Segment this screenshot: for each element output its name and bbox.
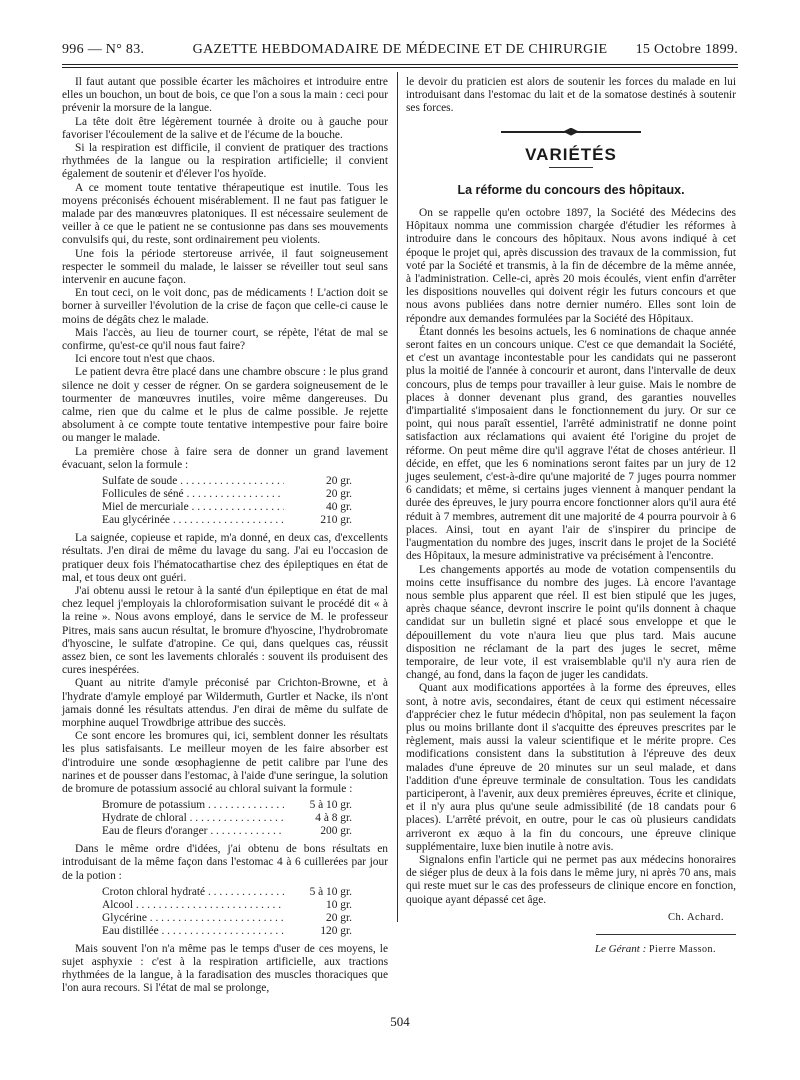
page-header	[62, 42, 738, 62]
paragraph: J'ai obtenu aussi le retour à la santé d'un épileptique en état de mal chez lequel j'employais la chloroformisation suivant le procédé dit « à la reine ». Nous avons employé, dans le service de M. le professeur Pitres, mais sans aucun résultat, le bromure d'hyoscine, l'hydrobromate d'hyoscine, le sulfate d'atropine. Ce qui, dans quelques cas, réussit assez bien, ce sont les lavements chloralés : souvent ils produisent des cures inespérées.	[62, 584, 388, 677]
paragraph: La saignée, copieuse et rapide, m'a donné, en deux cas, d'excellents résultats. J'en dirai de même du lavage du sang. J'ai eu l'occasion de pratiquer deux fois l'hématocathartise chez des épileptiques en état de mal, et tous deux ont guéri.	[62, 532, 388, 584]
paragraph: Signalons enfin l'article qui ne permet pas aux médecins honoraires de siéger plus de deux à la fois dans le même jury, ni après 70 ans, mais qui reste muet sur le cas des professeurs de clinique encore en fonction, quoique ayant dépassé cet âge.	[406, 853, 736, 906]
formula-lavement	[102, 475, 352, 527]
signature-rule	[596, 934, 736, 935]
paragraph: Ce sont encore les bromures qui, ici, semblent donner les résultats les plus satisfaisants. Le meilleur moyen de les faire absorber est d'introduire une sonde œsophagienne de petit calibre par l'une des narines et de pousser dans l'estomac, à l'aide d'une seringue, la solution de bromure de potassium associé au chloral suivant la formule :	[62, 730, 388, 795]
paragraph: Quant aux modifications apportées à la forme des épreuves, elles sont, à notre avis, secondaires, étant de ceux qui estiment nécessaire d'apprécier chez le futur médecin d'hôpital, non pas seulement la façon plus ou moins brillante dont il s'acquitte des épreuves prescrites par le règlement, mais aussi la valeur scientifique et le mérite propre. Ces modifications consistent dans la substitution à l'épreuve des deux malades d'une épreuve de 20 minutes sur un seul malade, et dans l'addition d'une épreuve terminale de consultation. Tous les candidats participeront, à l'avenir, aux deux premières épreuves, écrite et clinique, et il n'y aura plus qu'une seule admissibilité (de 18 candats pour 6 places). L'arrêté prévoit, en outre, pour le cas où plusieurs candidats arriveront ex æquo à la fin du concours, une épreuve clinique supplémentaire, luxe bien inutile à notre avis.	[406, 682, 736, 853]
author-signature: Ch. Achard.	[668, 911, 724, 923]
formula-row: Miel de mercuriale . . . 40 gr.	[102, 501, 352, 514]
section-rule	[549, 167, 593, 168]
paragraph: le devoir du praticien est alors de soutenir les forces du malade en lui introduisant dans l'estomac du lait et de la somatose destinés à soutenir ses forces.	[406, 76, 736, 115]
paragraph: Le patient devra être placé dans une chambre obscure : le plus grand silence ne doit y cesser de régner. On se gardera soigneusement de le tourmenter de manœuvres inutiles, voire même dangereuses. Du calme, rien que du calme et le plus de calme possible. Je rejette absolument à ce compte toute tentative intempestive pour faire boire ou manger le malade.	[62, 366, 388, 445]
formula-row: Glycérine . . . 20 gr.	[102, 912, 352, 925]
header-rule	[62, 64, 738, 65]
paragraph: Dans le même ordre d'idées, j'ai obtenu de bons résultats en introduisant de la même façon dans l'estomac 4 à 6 cuillerées par jour de la potion :	[62, 843, 388, 882]
page-reference: 996 — N° 83.	[62, 42, 145, 57]
formula-row: Follicules de séné . . . 20 gr.	[102, 488, 352, 501]
left-column	[62, 76, 388, 996]
issue-date: 15 Octobre 1899.	[635, 42, 738, 57]
page-number: 504	[390, 1014, 410, 1029]
paragraph: Étant donnés les besoins actuels, les 6 nominations de chaque année seront faites en un concours unique. C'est ce que demandait la Société, et c'est un avantage incontestable pour les candidats qui ne passeront plus la moitié de l'année à concourir et auront, dans l'intervalle de deux concours, plus de temps pour travailler à leur guise. Mais le nombre de places à donner devenant plus grand, des garanties nouvelles d'impartialité s'imposaient dans le fonctionnement du jury. Or sur ce point, qui nous paraît essentiel, l'arrêté administratif ne donne point satisfaction aux réclamations qui avaient été l'origine du projet de réforme. On peut même dire qu'il aggrave l'état de choses antérieur. Il décide, en effet, que les 6 nominations seront faites par un jury de 12 juges seulement, c'est-à-dire qu'une majorité de 7 juges pourra nommer 6 candidats; et même, si certains juges viennent à manquer pendant la durée des épreuves, le jury pourra encore fonctionner alors qu'il aura été réduit à 7 membres, autrement dit une majorité de 4 pourra pourvoir à 6 places. Ainsi, tout en ayant l'air de s'inspirer du principe de l'augmentation du nombre des juges, inscrit dans le projet de la Société des Hôpitaux, la mesure administrative va précisément à l'encontre.	[406, 325, 736, 563]
paragraph: A ce moment toute tentative thérapeutique est inutile. Tous les moyens préconisés échouent misérablement. Il ne faut pas fatiguer le malade par des manœuvres platoniques. Il est nécessaire seulement de veiller à ce que le patient ne se contusionne pas dans ses mouvements convulsifs qui, du reste, sont ordinairement peu violents.	[62, 181, 388, 247]
column-separator	[397, 72, 398, 922]
journal-title: GAZETTE HEBDOMADAIRE DE MÉDECINE ET DE CHIRURGIE	[192, 42, 608, 57]
paragraph: On se rappelle qu'en octobre 1897, la Société des Médecins des Hôpitaux nomma une commission chargée d'étudier les réformes à introduire dans le concours des hôpitaux. Nous avons indiqué à cet époque le projet qui, après discussion des travaux de la commission, fut voté par la Société et transmis, à la fin de décembre de la même année, à l'administration. Celle-ci, après 20 mois écoulés, vient enfin d'arrêter les dispositions nouvelles qui doivent régir les futurs concours et que nous avons publiées dans notre dernier numéro. Elles sont loin de répondre aux demandes formulées par la Société des Hôpitaux.	[406, 207, 736, 325]
formula-row: Sulfate de soude . . . 20 gr.	[102, 475, 352, 488]
paragraph: La première chose à faire sera de donner un grand lavement évacuant, selon la formule :	[62, 445, 388, 471]
paragraph: Ici encore tout n'est que chaos.	[75, 353, 215, 366]
gerant-label: Le Gérant :	[594, 942, 647, 955]
paragraph: Mais l'accès, au lieu de tourner court, se répète, l'état de mal se confirme, qu'est-ce qu'il nous faut faire?	[62, 326, 388, 353]
section-title: VARIÉTÉS	[525, 144, 617, 164]
paragraph: Les changements apportés au mode de votation compensentils du moins cette insuffisance du nombre des juges. Là encore l'avantage nous semble plus apparent que réel. Il est bien stipulé que les juges, après chaque séance, devront inscrire le point qu'ils donnent à chaque candidat sur un bulletin signé et placé sous enveloppe et que le dépouillement du vote n'aura lieu que plus tard. Mais aucune disposition ne réclamant de la part des juges le secret, même temporaire, de leur vote, il est vraisemblable qu'il n'y aura rien de changé, au fond, dans la façon de juger les candidats.	[406, 563, 736, 682]
paragraph: Si la respiration est difficile, il convient de pratiquer des tractions rhythmées de la langue ou la respiration artificielle; il convient également de soutenir et d'élever l'os hyoïde.	[62, 142, 388, 181]
formula-row: Hydrate de chloral . . . 4 à 8 gr.	[102, 812, 352, 825]
formula-row: Bromure de potassium . . . 5 à 10 gr.	[102, 799, 352, 812]
publisher-line	[406, 943, 716, 956]
right-column	[406, 76, 736, 956]
article-title: La réforme du concours des hôpitaux.	[457, 182, 685, 197]
formula-bromure	[102, 799, 352, 838]
paragraph: La tête doit être légèrement tournée à droite ou à gauche pour favoriser l'écoulement de la salive et de l'écume de la bouche.	[62, 115, 388, 141]
formula-row: Eau de fleurs d'oranger . . . 200 gr.	[102, 825, 352, 838]
gerant-name: Pierre Masson.	[649, 943, 716, 955]
formula-row: Alcool . . . 10 gr.	[102, 899, 352, 912]
paragraph: Il faut autant que possible écarter les mâchoires et introduire entre elles un bouchon, un bout de bois, ce que l'on a sous la main : ceci pour prévenir la morsure de la langue.	[62, 76, 388, 115]
header-rule-double	[62, 67, 738, 68]
paragraph: Une fois la période stertoreuse arrivée, il faut soigneusement respecter le sommeil du malade, le laisser se réveiller tout seul sans intervenir en aucune façon.	[62, 247, 388, 287]
paragraph: Quant au nitrite d'amyle préconisé par Crichton-Browne, et à l'hydrate d'amyle employé par Wildermuth, Gurtler et Nacke, ils n'ont jamais donné les résultats attendus. J'en dirai de même du sulfate de morphine auquel Trowdbrige attribue des succès.	[62, 677, 388, 729]
formula-row: Eau distillée . . . 120 gr.	[102, 925, 352, 938]
formula-row: Croton chloral hydraté . . . 5 à 10 gr.	[102, 886, 352, 899]
paragraph: Mais souvent l'on n'a même pas le temps d'user de ces moyens, le sujet asphyxie : c'est à la respiration artificielle, aux tractions rhythmées de la langue, à la faradisation des muscles thoraciques que l'on aura recours. Si l'état de mal se prolonge,	[62, 942, 388, 995]
ornament-divider	[501, 128, 641, 136]
formula-potion	[102, 886, 352, 938]
formula-row: Eau glycérinée . . . 210 gr.	[102, 514, 352, 527]
paragraph: En tout ceci, on le voit donc, pas de médicaments ! L'action doit se borner à surveiller l'évolution de la crise de façon que celle-ci cause le moins de dégâts chez le malade.	[62, 287, 388, 326]
